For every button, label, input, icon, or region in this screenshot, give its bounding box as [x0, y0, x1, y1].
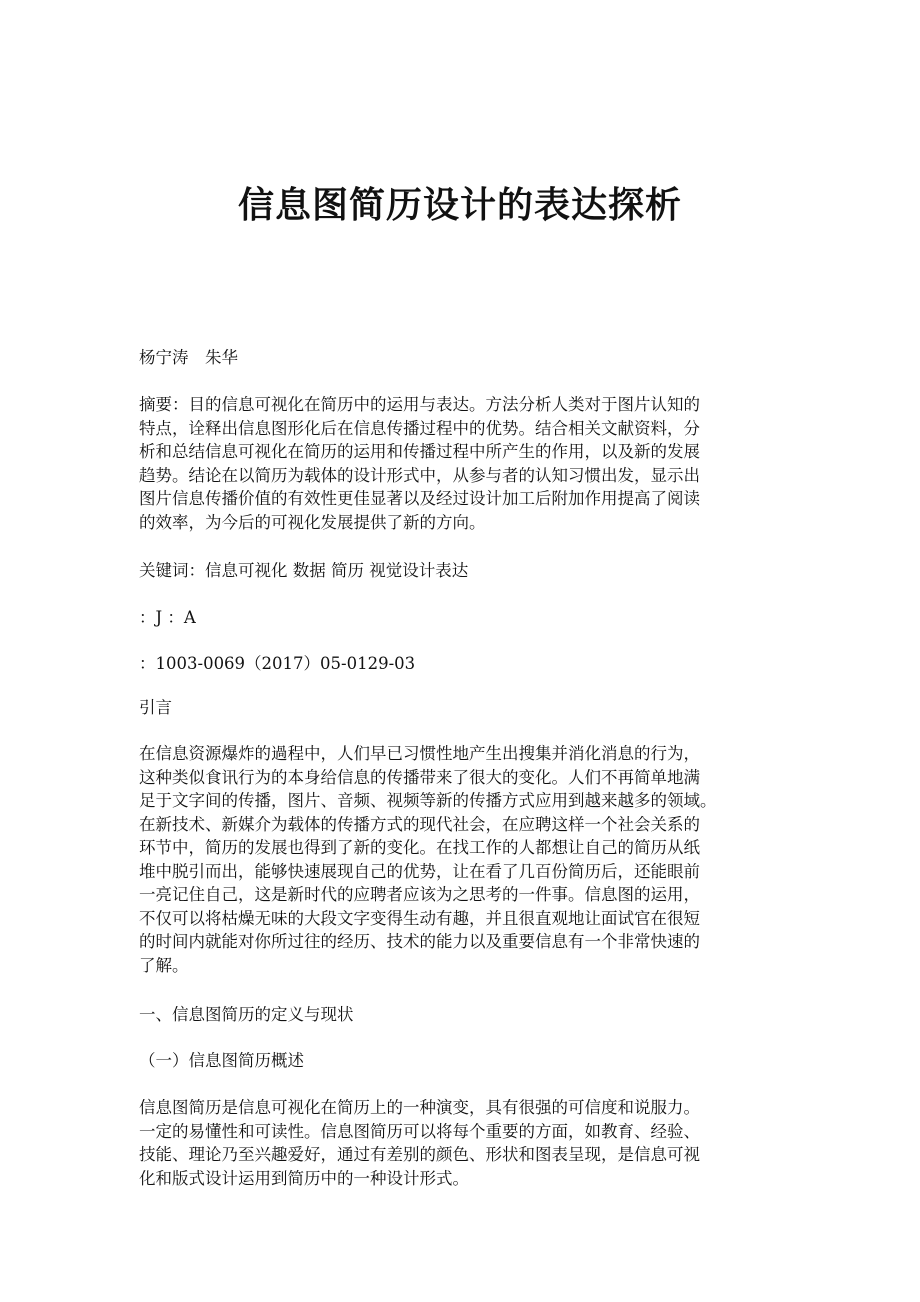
section-line: 化和版式设计运用到简历中的一种设计形式。: [139, 1168, 469, 1188]
intro-line: 这种类似食讯行为的本身给信息的传播带来了很大的变化。人们不再简单地满: [139, 767, 700, 787]
abstract-line: 趋势。结论在以简历为载体的设计形式中，从参与者的认知习惯出发，显示出: [139, 465, 700, 485]
section-paragraph: [139, 1096, 779, 1190]
abstract-line: 摘要：目的信息可视化在简历中的运用与表达。方法分析人类对于图片认知的: [139, 395, 700, 414]
abstract-line: 特点，诠释出信息图形化后在信息传播过程中的优势。结合相关文献资料，分: [139, 418, 700, 438]
intro-line: 不仅可以将枯燥无味的大段文字变得生动有趣，并且很直观地让面试官在很短: [139, 908, 700, 928]
intro-line: 在信息资源爆炸的過程中，人们早已习惯性地产生出搜集并消化消息的行为，: [139, 744, 700, 763]
abstract: [139, 393, 779, 534]
intro-paragraph: [139, 742, 779, 977]
authors: 杨宁涛 朱华: [139, 348, 238, 367]
intro-heading: 引言: [139, 698, 172, 717]
section-line: 技能、理论乃至兴趣爱好，通过有差别的颜色、形状和图表呈现，是信息可视: [139, 1145, 700, 1164]
intro-line: 在新技术、新媒介为载体的传播方式的现代社会，在应聘这样一个社会关系的: [139, 814, 700, 834]
abstract-line: 图片信息传播价值的有效性更佳显著以及经过设计加工后附加作用提高了阅读: [139, 489, 700, 508]
article-id: ：1003-0069（2017）05-0129-03: [139, 654, 416, 673]
intro-line: 了解。: [139, 955, 189, 975]
subsection-heading: （一）信息图简历概述: [139, 1051, 304, 1070]
section-line: 信息图简历是信息可视化在简历上的一种演变，具有很强的可信度和说服力。: [139, 1098, 700, 1117]
intro-line: 的时间内就能对你所过往的经历、技术的能力以及重要信息有一个非常快速的: [139, 932, 700, 951]
abstract-line: 的效率，为今后的可视化发展提供了新的方向。: [139, 512, 486, 532]
intro-line: 堆中脱引而出，能够快速展现自己的优势，让在看了几百份简历后，还能眼前: [139, 861, 700, 881]
intro-line: 足于文字间的传播，图片、音频、视频等新的传播方式应用到越来越多的领域。: [139, 791, 717, 810]
intro-line: 一亮记住自己，这是新时代的应聘者应该为之思考的一件事。信息图的运用，: [139, 885, 700, 904]
section-line: 一定的易懂性和可读性。信息图简历可以将每个重要的方面，如教育、经验、: [139, 1121, 700, 1141]
intro-line: 环节中，简历的发展也得到了新的变化。在找工作的人都想让自己的简历从纸: [139, 838, 700, 857]
keywords: 关键词：信息可视化 数据 简历 视觉设计表达: [139, 561, 469, 580]
classification-code: ：J ：A: [139, 608, 196, 627]
section-heading: 一、信息图简历的定义与现状: [139, 1005, 354, 1024]
abstract-line: 析和总结信息可视化在简历的运用和传播过程中所产生的作用，以及新的发展: [139, 442, 700, 461]
document-title: 信息图简历设计的表达探析: [237, 185, 682, 226]
